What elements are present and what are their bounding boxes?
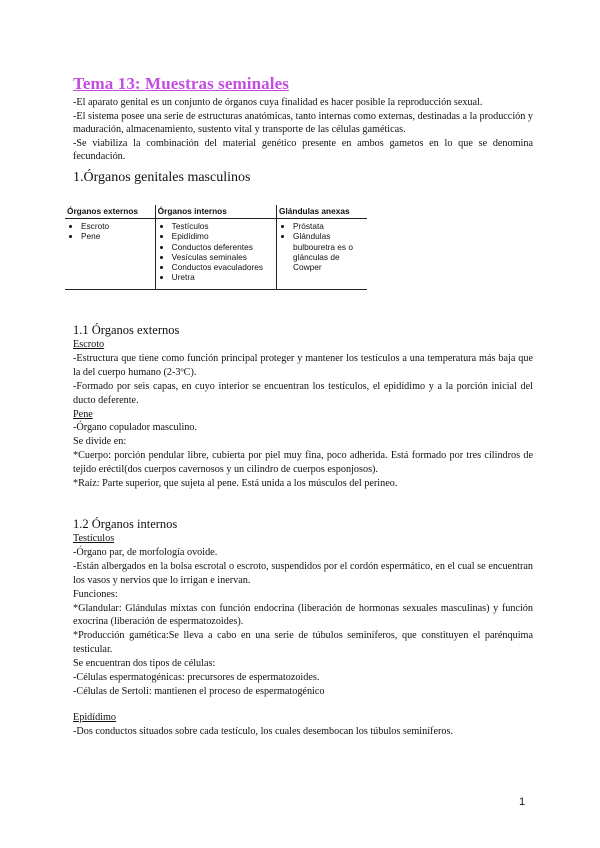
paragraph: -Formado por seis capas, en cuyo interior se encuentran los testículos, el epidídimo y a la porción inicial del ducto deferente. — [73, 380, 533, 406]
paragraph: -Están albergados en la bolsa escrotal o escroto, suspendidos por el cordón espermático, en el cual se encuentran los vasos y nervios que lo irrigan e inervan. — [73, 560, 533, 586]
page-title: Tema 13: Muestras seminales — [73, 74, 289, 93]
organs-table — [65, 205, 367, 290]
list-item: • Conductos deferentes — [172, 242, 274, 252]
paragraph: Funciones: — [73, 588, 118, 600]
list-item: • Uretra — [172, 272, 274, 282]
section-organos-internos — [73, 517, 533, 739]
paragraph: -Células de Sertoli: mantienen el proceso de espermatogénico — [73, 685, 325, 697]
list-item: • Testículos — [172, 221, 274, 231]
term-label: Escroto — [73, 339, 105, 350]
paragraph: *Glandular: Glándulas mixtas con función endocrina (liberación de hormonas sexuales masculinas) y función exocrina (liberación de espermatozoides). — [73, 602, 533, 628]
table-cell — [277, 219, 368, 290]
list-item: • Conductos evaculadores — [172, 262, 274, 272]
table-cell — [155, 219, 276, 290]
term-label: Epidídimo — [73, 711, 117, 723]
paragraph: *Raíz: Parte superior, que sujeta al pene. Está unida a los músculos del perineo. — [73, 478, 398, 490]
intro-line: -El sistema posee una serie de estructuras anatómicas, tanto internas como externas, destinadas a la producción y maduración, almacenamiento, sustento vital y transporte de las células gaméticas. — [73, 110, 533, 136]
table-header: Glándulas anexas — [277, 205, 368, 219]
list-item: • Glándulas bulbouretra es o glánculas de Cowper — [293, 231, 365, 272]
list-item: • Epidídimo — [172, 231, 274, 241]
paragraph: -Órgano par, de morfología ovoide. — [73, 546, 218, 558]
intro-line: -Se viabiliza la combinación del material genético presente en ambos gametos en lo que se denomina fecundación. — [73, 137, 533, 163]
list-item: • Pene — [81, 231, 153, 241]
table-header: Órganos internos — [155, 205, 276, 219]
section-heading: 1.Órganos genitales masculinos — [73, 170, 251, 185]
term-label: Pene — [73, 408, 93, 420]
paragraph: -Dos conductos situados sobre cada testículo, los cuales desembocan los túbulos seminíferos. — [73, 725, 453, 737]
table-header: Órganos externos — [65, 205, 155, 219]
paragraph: -Estructura que tiene como función principal proteger y mantener los testículos a una temperatura más baja que la del cuerpo humano (2-3ºC). — [73, 352, 533, 378]
list-item: • Vesículas seminales — [172, 252, 274, 262]
list-item: • Próstata — [293, 221, 365, 231]
term-label: Testículos — [73, 533, 115, 544]
intro-line: -El aparato genital es un conjunto de órganos cuya finalidad es hacer posible la reproducción sexual. — [73, 97, 483, 108]
paragraph: Se divide en: — [73, 436, 127, 448]
intro-paragraphs — [73, 96, 533, 164]
list-item: • Escroto — [81, 221, 153, 231]
page-number: 1 — [519, 796, 526, 808]
subsection-heading: 1.1 Órganos externos — [73, 323, 180, 337]
paragraph: *Cuerpo: porción pendular libre, cubierta por piel muy fina, poco adherida. Está formado por tres cilindros de tejido eréctil(dos cuerpos cavernosos y un cilindro de cuerpos esponjosos). — [73, 450, 533, 476]
paragraph: Se encuentran dos tipos de células: — [73, 658, 216, 670]
subsection-heading: 1.2 Órganos internos — [73, 517, 178, 531]
spacer — [73, 699, 533, 711]
table-cell — [65, 219, 155, 290]
paragraph: -Células espermatogénicas: precursores de espermatozoides. — [73, 672, 320, 684]
paragraph: -Órgano copulador masculino. — [73, 422, 198, 434]
paragraph: *Producción gamética:Se lleva a cabo en una serie de túbulos seminíferos, que constituyen el parénquima testicular. — [73, 630, 533, 656]
section-organos-externos — [73, 323, 533, 491]
